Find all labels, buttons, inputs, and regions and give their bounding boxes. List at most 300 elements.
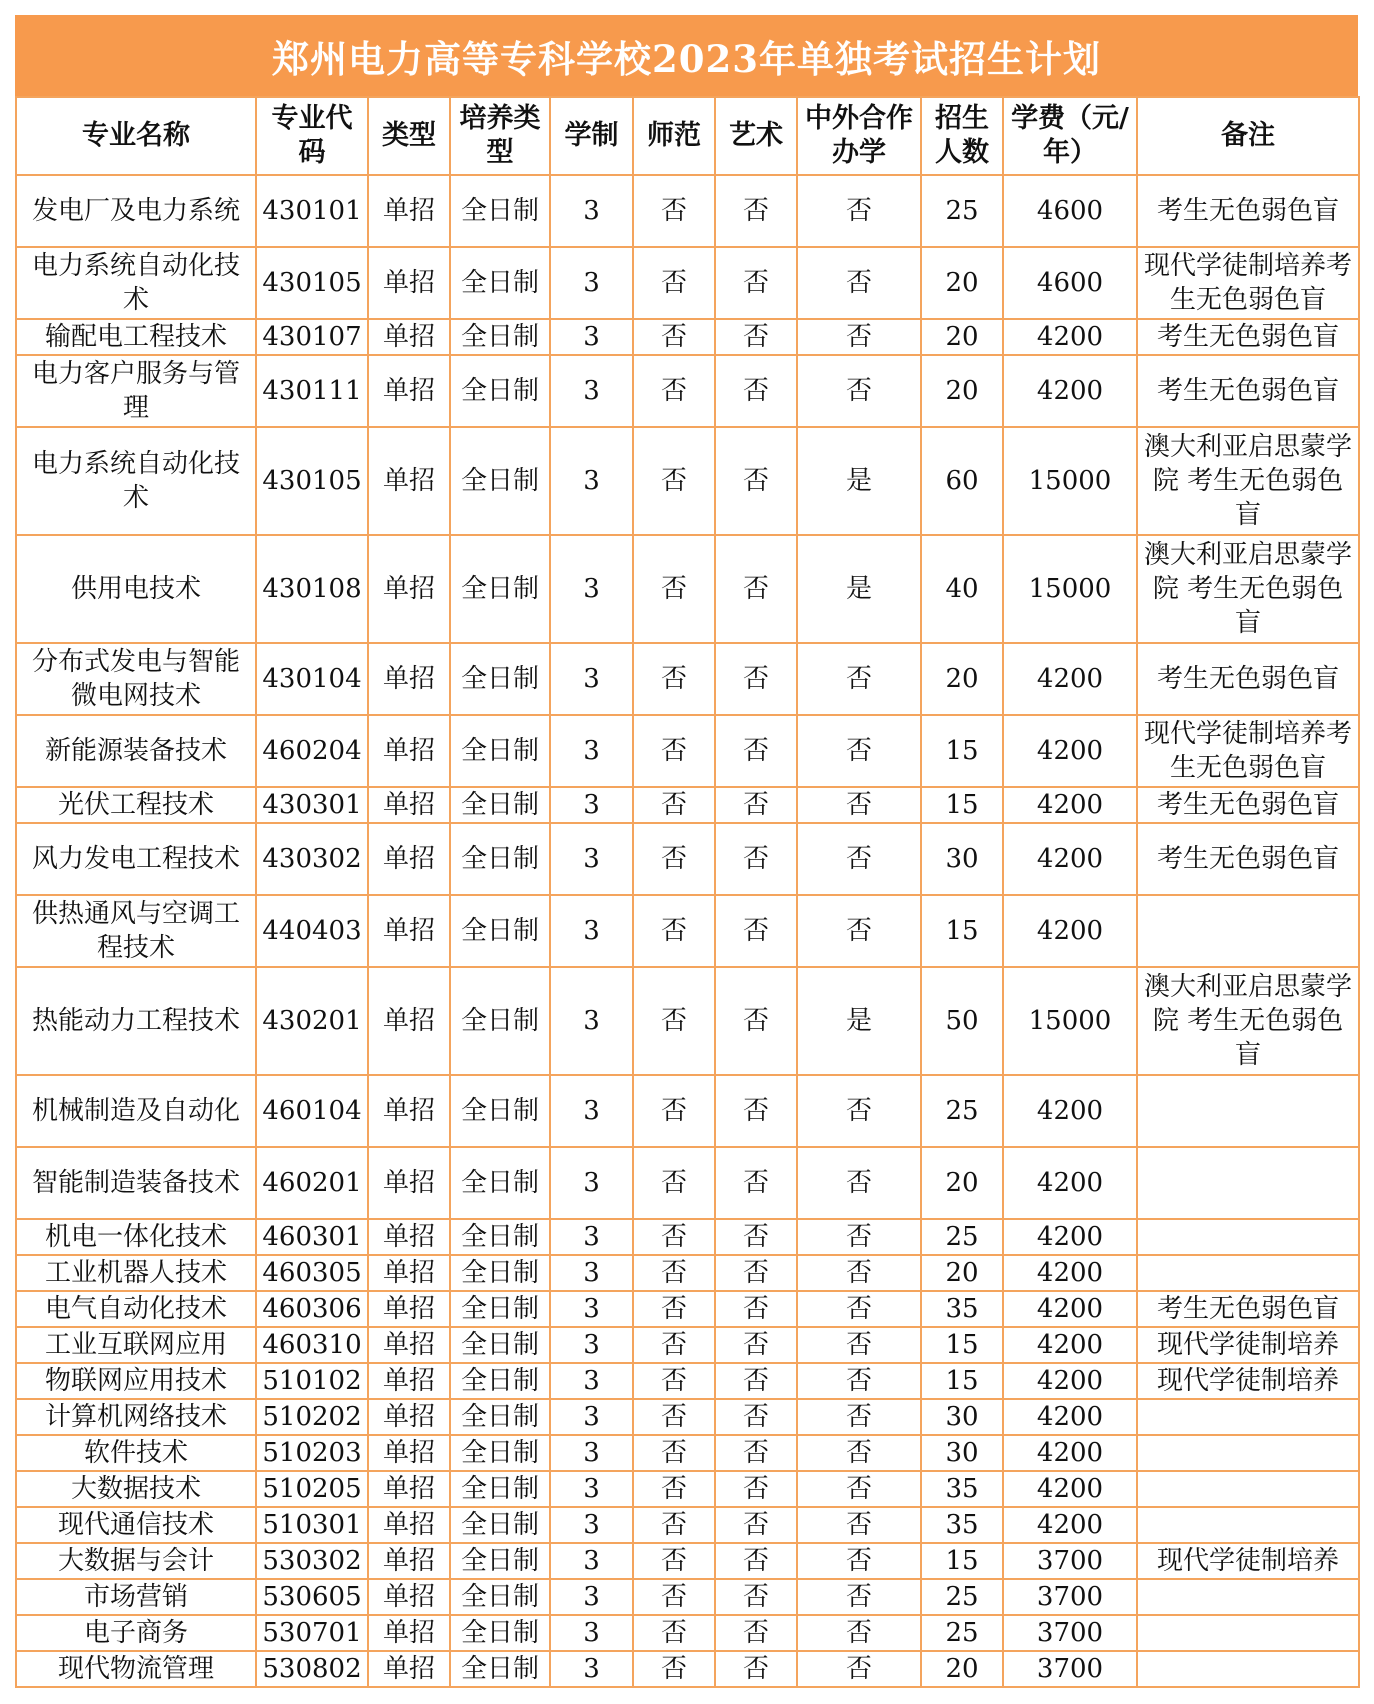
cell-mode: 全日制 [450, 715, 550, 787]
header-fee: 学费（元/年） [1003, 97, 1137, 175]
cell-type: 单招 [368, 1543, 450, 1579]
cell-type: 单招 [368, 1615, 450, 1651]
cell-name: 现代通信技术 [16, 1507, 256, 1543]
cell-art: 否 [715, 1471, 797, 1507]
cell-art: 否 [715, 175, 797, 247]
cell-mode: 全日制 [450, 643, 550, 715]
cell-fee: 4200 [1003, 787, 1137, 823]
cell-art: 否 [715, 1255, 797, 1291]
cell-type: 单招 [368, 1471, 450, 1507]
cell-years: 3 [550, 1435, 633, 1471]
cell-art: 否 [715, 355, 797, 427]
header-row [16, 97, 1359, 175]
cell-coop: 否 [797, 1399, 921, 1435]
cell-type: 单招 [368, 247, 450, 319]
table-row [16, 1471, 1359, 1507]
table-row [16, 1615, 1359, 1651]
cell-mode: 全日制 [450, 535, 550, 643]
cell-code: 460310 [256, 1327, 368, 1363]
cell-note: 考生无色弱色盲 [1137, 787, 1359, 823]
cell-name: 现代物流管理 [16, 1651, 256, 1687]
cell-years: 3 [550, 175, 633, 247]
cell-coop: 是 [797, 427, 921, 535]
cell-note: 澳大利亚启思蒙学院 考生无色弱色盲 [1137, 427, 1359, 535]
cell-years: 3 [550, 1615, 633, 1651]
cell-code: 510202 [256, 1399, 368, 1435]
cell-art: 否 [715, 1219, 797, 1255]
cell-name: 光伏工程技术 [16, 787, 256, 823]
cell-count: 20 [921, 1651, 1003, 1687]
cell-name: 大数据技术 [16, 1471, 256, 1507]
cell-art: 否 [715, 247, 797, 319]
cell-type: 单招 [368, 355, 450, 427]
cell-years: 3 [550, 823, 633, 895]
cell-mode: 全日制 [450, 823, 550, 895]
cell-art: 否 [715, 1327, 797, 1363]
table-row [16, 715, 1359, 787]
cell-mode: 全日制 [450, 1363, 550, 1399]
cell-count: 20 [921, 355, 1003, 427]
table-row [16, 1255, 1359, 1291]
cell-art: 否 [715, 967, 797, 1075]
cell-type: 单招 [368, 1363, 450, 1399]
cell-type: 单招 [368, 1579, 450, 1615]
cell-normal: 否 [633, 355, 715, 427]
cell-mode: 全日制 [450, 1435, 550, 1471]
cell-mode: 全日制 [450, 247, 550, 319]
table-row [16, 1399, 1359, 1435]
cell-count: 20 [921, 319, 1003, 355]
cell-normal: 否 [633, 1255, 715, 1291]
table-row [16, 535, 1359, 643]
cell-name: 风力发电工程技术 [16, 823, 256, 895]
cell-note: 考生无色弱色盲 [1137, 823, 1359, 895]
cell-coop: 否 [797, 1327, 921, 1363]
table-row [16, 967, 1359, 1075]
cell-fee: 4200 [1003, 1363, 1137, 1399]
cell-type: 单招 [368, 715, 450, 787]
table-row [16, 1651, 1359, 1687]
cell-type: 单招 [368, 1291, 450, 1327]
header-art: 艺术 [715, 97, 797, 175]
cell-note: 澳大利亚启思蒙学院 考生无色弱色盲 [1137, 535, 1359, 643]
cell-count: 35 [921, 1291, 1003, 1327]
cell-note [1137, 1255, 1359, 1291]
cell-note: 考生无色弱色盲 [1137, 319, 1359, 355]
cell-mode: 全日制 [450, 355, 550, 427]
header-note: 备注 [1137, 97, 1359, 175]
cell-years: 3 [550, 247, 633, 319]
cell-type: 单招 [368, 1507, 450, 1543]
table-row [16, 1435, 1359, 1471]
cell-coop: 是 [797, 967, 921, 1075]
cell-normal: 否 [633, 787, 715, 823]
cell-note [1137, 1435, 1359, 1471]
cell-count: 30 [921, 1435, 1003, 1471]
cell-note: 现代学徒制培养 [1137, 1543, 1359, 1579]
cell-count: 15 [921, 715, 1003, 787]
cell-years: 3 [550, 1471, 633, 1507]
cell-type: 单招 [368, 535, 450, 643]
cell-count: 20 [921, 643, 1003, 715]
cell-fee: 4600 [1003, 247, 1137, 319]
cell-normal: 否 [633, 715, 715, 787]
cell-type: 单招 [368, 895, 450, 967]
cell-code: 460306 [256, 1291, 368, 1327]
cell-type: 单招 [368, 823, 450, 895]
cell-years: 3 [550, 1147, 633, 1219]
cell-years: 3 [550, 319, 633, 355]
cell-normal: 否 [633, 643, 715, 715]
cell-fee: 15000 [1003, 535, 1137, 643]
table-row [16, 427, 1359, 535]
cell-note [1137, 1651, 1359, 1687]
cell-type: 单招 [368, 1219, 450, 1255]
cell-name: 机械制造及自动化 [16, 1075, 256, 1147]
cell-normal: 否 [633, 1579, 715, 1615]
cell-count: 20 [921, 1147, 1003, 1219]
cell-note [1137, 895, 1359, 967]
cell-note: 现代学徒制培养考生无色弱色盲 [1137, 715, 1359, 787]
cell-name: 新能源装备技术 [16, 715, 256, 787]
cell-art: 否 [715, 895, 797, 967]
cell-code: 510203 [256, 1435, 368, 1471]
cell-type: 单招 [368, 1327, 450, 1363]
cell-name: 电子商务 [16, 1615, 256, 1651]
cell-art: 否 [715, 787, 797, 823]
cell-code: 430108 [256, 535, 368, 643]
cell-mode: 全日制 [450, 1327, 550, 1363]
cell-mode: 全日制 [450, 1651, 550, 1687]
cell-normal: 否 [633, 1507, 715, 1543]
cell-coop: 否 [797, 1435, 921, 1471]
cell-code: 510102 [256, 1363, 368, 1399]
header-normal: 师范 [633, 97, 715, 175]
cell-count: 35 [921, 1471, 1003, 1507]
cell-code: 430107 [256, 319, 368, 355]
cell-note: 现代学徒制培养考生无色弱色盲 [1137, 247, 1359, 319]
cell-mode: 全日制 [450, 1399, 550, 1435]
cell-normal: 否 [633, 1615, 715, 1651]
cell-type: 单招 [368, 967, 450, 1075]
cell-fee: 15000 [1003, 967, 1137, 1075]
cell-years: 3 [550, 1327, 633, 1363]
cell-normal: 否 [633, 1219, 715, 1255]
cell-note [1137, 1147, 1359, 1219]
cell-code: 530302 [256, 1543, 368, 1579]
cell-type: 单招 [368, 1651, 450, 1687]
cell-coop: 否 [797, 787, 921, 823]
cell-fee: 4200 [1003, 715, 1137, 787]
cell-normal: 否 [633, 1435, 715, 1471]
cell-code: 430104 [256, 643, 368, 715]
cell-count: 15 [921, 787, 1003, 823]
cell-note: 澳大利亚启思蒙学院 考生无色弱色盲 [1137, 967, 1359, 1075]
cell-coop: 否 [797, 1579, 921, 1615]
table-row [16, 1327, 1359, 1363]
cell-mode: 全日制 [450, 1543, 550, 1579]
cell-mode: 全日制 [450, 1147, 550, 1219]
cell-fee: 4200 [1003, 355, 1137, 427]
cell-type: 单招 [368, 1255, 450, 1291]
cell-mode: 全日制 [450, 967, 550, 1075]
cell-art: 否 [715, 1399, 797, 1435]
cell-count: 20 [921, 247, 1003, 319]
table-row [16, 643, 1359, 715]
cell-coop: 否 [797, 1543, 921, 1579]
cell-mode: 全日制 [450, 1615, 550, 1651]
cell-mode: 全日制 [450, 319, 550, 355]
enrollment-table [15, 96, 1360, 1688]
cell-code: 530802 [256, 1651, 368, 1687]
cell-years: 3 [550, 643, 633, 715]
cell-normal: 否 [633, 967, 715, 1075]
cell-code: 460201 [256, 1147, 368, 1219]
cell-coop: 否 [797, 1291, 921, 1327]
header-coop: 中外合作办学 [797, 97, 921, 175]
enrollment-sheet [15, 15, 1358, 1688]
cell-normal: 否 [633, 175, 715, 247]
table-row [16, 1147, 1359, 1219]
table-row [16, 895, 1359, 967]
cell-mode: 全日制 [450, 1471, 550, 1507]
table-row [16, 1075, 1359, 1147]
cell-name: 分布式发电与智能微电网技术 [16, 643, 256, 715]
cell-type: 单招 [368, 319, 450, 355]
cell-name: 电力系统自动化技术 [16, 427, 256, 535]
cell-count: 25 [921, 1075, 1003, 1147]
cell-fee: 4200 [1003, 1399, 1137, 1435]
cell-coop: 否 [797, 355, 921, 427]
cell-coop: 否 [797, 715, 921, 787]
cell-code: 430101 [256, 175, 368, 247]
cell-code: 510301 [256, 1507, 368, 1543]
cell-fee: 4200 [1003, 1435, 1137, 1471]
cell-years: 3 [550, 1219, 633, 1255]
cell-count: 30 [921, 1399, 1003, 1435]
cell-name: 热能动力工程技术 [16, 967, 256, 1075]
cell-art: 否 [715, 1435, 797, 1471]
table-row [16, 1363, 1359, 1399]
table-row [16, 1579, 1359, 1615]
cell-note [1137, 1471, 1359, 1507]
header-type: 类型 [368, 97, 450, 175]
cell-years: 3 [550, 895, 633, 967]
cell-name: 电力系统自动化技术 [16, 247, 256, 319]
cell-note [1137, 1075, 1359, 1147]
cell-art: 否 [715, 823, 797, 895]
cell-years: 3 [550, 1399, 633, 1435]
cell-art: 否 [715, 643, 797, 715]
cell-normal: 否 [633, 247, 715, 319]
cell-mode: 全日制 [450, 895, 550, 967]
cell-count: 15 [921, 895, 1003, 967]
cell-coop: 否 [797, 1651, 921, 1687]
cell-code: 440403 [256, 895, 368, 967]
header-mode: 培养类型 [450, 97, 550, 175]
table-row [16, 319, 1359, 355]
cell-fee: 4200 [1003, 643, 1137, 715]
cell-count: 15 [921, 1327, 1003, 1363]
cell-name: 机电一体化技术 [16, 1219, 256, 1255]
cell-art: 否 [715, 1363, 797, 1399]
cell-fee: 3700 [1003, 1543, 1137, 1579]
cell-type: 单招 [368, 1435, 450, 1471]
cell-note [1137, 1507, 1359, 1543]
table-row [16, 823, 1359, 895]
cell-code: 460104 [256, 1075, 368, 1147]
cell-years: 3 [550, 355, 633, 427]
cell-count: 50 [921, 967, 1003, 1075]
table-body [16, 175, 1359, 1687]
cell-fee: 4200 [1003, 1255, 1137, 1291]
cell-note [1137, 1399, 1359, 1435]
cell-normal: 否 [633, 319, 715, 355]
cell-art: 否 [715, 715, 797, 787]
cell-years: 3 [550, 1075, 633, 1147]
cell-note [1137, 1219, 1359, 1255]
cell-count: 25 [921, 1579, 1003, 1615]
header-code: 专业代码 [256, 97, 368, 175]
cell-coop: 否 [797, 319, 921, 355]
cell-art: 否 [715, 1147, 797, 1219]
cell-name: 供用电技术 [16, 535, 256, 643]
cell-name: 计算机网络技术 [16, 1399, 256, 1435]
cell-normal: 否 [633, 535, 715, 643]
cell-code: 530605 [256, 1579, 368, 1615]
cell-fee: 4200 [1003, 319, 1137, 355]
cell-art: 否 [715, 1651, 797, 1687]
cell-fee: 4600 [1003, 175, 1137, 247]
cell-type: 单招 [368, 427, 450, 535]
cell-code: 430105 [256, 427, 368, 535]
cell-normal: 否 [633, 1147, 715, 1219]
cell-type: 单招 [368, 787, 450, 823]
cell-type: 单招 [368, 643, 450, 715]
cell-years: 3 [550, 1255, 633, 1291]
table-row [16, 247, 1359, 319]
cell-name: 工业互联网应用 [16, 1327, 256, 1363]
cell-type: 单招 [368, 1399, 450, 1435]
cell-years: 3 [550, 1291, 633, 1327]
cell-name: 发电厂及电力系统 [16, 175, 256, 247]
cell-normal: 否 [633, 1471, 715, 1507]
cell-art: 否 [715, 1615, 797, 1651]
cell-mode: 全日制 [450, 1507, 550, 1543]
cell-code: 430201 [256, 967, 368, 1075]
cell-name: 电力客户服务与管理 [16, 355, 256, 427]
cell-fee: 4200 [1003, 1507, 1137, 1543]
cell-code: 530701 [256, 1615, 368, 1651]
cell-fee: 4200 [1003, 1075, 1137, 1147]
cell-coop: 否 [797, 1507, 921, 1543]
cell-count: 25 [921, 1219, 1003, 1255]
cell-coop: 否 [797, 1471, 921, 1507]
cell-coop: 否 [797, 1219, 921, 1255]
cell-note: 考生无色弱色盲 [1137, 643, 1359, 715]
cell-coop: 是 [797, 535, 921, 643]
cell-mode: 全日制 [450, 1219, 550, 1255]
cell-mode: 全日制 [450, 787, 550, 823]
cell-art: 否 [715, 1291, 797, 1327]
cell-years: 3 [550, 967, 633, 1075]
cell-name: 智能制造装备技术 [16, 1147, 256, 1219]
cell-years: 3 [550, 1507, 633, 1543]
cell-fee: 3700 [1003, 1615, 1137, 1651]
cell-coop: 否 [797, 175, 921, 247]
cell-normal: 否 [633, 427, 715, 535]
cell-type: 单招 [368, 1075, 450, 1147]
cell-fee: 15000 [1003, 427, 1137, 535]
cell-years: 3 [550, 715, 633, 787]
cell-code: 510205 [256, 1471, 368, 1507]
cell-mode: 全日制 [450, 1075, 550, 1147]
cell-note: 考生无色弱色盲 [1137, 175, 1359, 247]
cell-coop: 否 [797, 895, 921, 967]
cell-count: 20 [921, 1255, 1003, 1291]
cell-mode: 全日制 [450, 1579, 550, 1615]
cell-count: 15 [921, 1543, 1003, 1579]
cell-note: 现代学徒制培养 [1137, 1363, 1359, 1399]
cell-name: 物联网应用技术 [16, 1363, 256, 1399]
table-row [16, 1219, 1359, 1255]
table-row [16, 1507, 1359, 1543]
cell-code: 460204 [256, 715, 368, 787]
cell-name: 电气自动化技术 [16, 1291, 256, 1327]
cell-code: 430302 [256, 823, 368, 895]
table-row [16, 787, 1359, 823]
cell-coop: 否 [797, 1615, 921, 1651]
header-count: 招生人数 [921, 97, 1003, 175]
cell-normal: 否 [633, 1651, 715, 1687]
cell-name: 软件技术 [16, 1435, 256, 1471]
cell-count: 30 [921, 823, 1003, 895]
cell-normal: 否 [633, 1363, 715, 1399]
cell-coop: 否 [797, 1255, 921, 1291]
cell-years: 3 [550, 787, 633, 823]
cell-name: 大数据与会计 [16, 1543, 256, 1579]
cell-name: 供热通风与空调工程技术 [16, 895, 256, 967]
header-name: 专业名称 [16, 97, 256, 175]
cell-art: 否 [715, 427, 797, 535]
cell-count: 40 [921, 535, 1003, 643]
cell-years: 3 [550, 1651, 633, 1687]
cell-mode: 全日制 [450, 1255, 550, 1291]
cell-count: 35 [921, 1507, 1003, 1543]
header-years: 学制 [550, 97, 633, 175]
cell-code: 430105 [256, 247, 368, 319]
cell-mode: 全日制 [450, 1291, 550, 1327]
cell-fee: 4200 [1003, 1147, 1137, 1219]
cell-art: 否 [715, 1579, 797, 1615]
cell-mode: 全日制 [450, 175, 550, 247]
cell-coop: 否 [797, 247, 921, 319]
cell-name: 市场营销 [16, 1579, 256, 1615]
table-row [16, 1291, 1359, 1327]
cell-mode: 全日制 [450, 427, 550, 535]
cell-years: 3 [550, 427, 633, 535]
cell-normal: 否 [633, 1291, 715, 1327]
cell-type: 单招 [368, 175, 450, 247]
table-title: 郑州电力高等专科学校2023年单独考试招生计划 [15, 15, 1358, 96]
cell-coop: 否 [797, 1147, 921, 1219]
cell-art: 否 [715, 1507, 797, 1543]
cell-art: 否 [715, 1543, 797, 1579]
cell-normal: 否 [633, 895, 715, 967]
cell-note: 现代学徒制培养 [1137, 1327, 1359, 1363]
cell-count: 60 [921, 427, 1003, 535]
cell-years: 3 [550, 1579, 633, 1615]
